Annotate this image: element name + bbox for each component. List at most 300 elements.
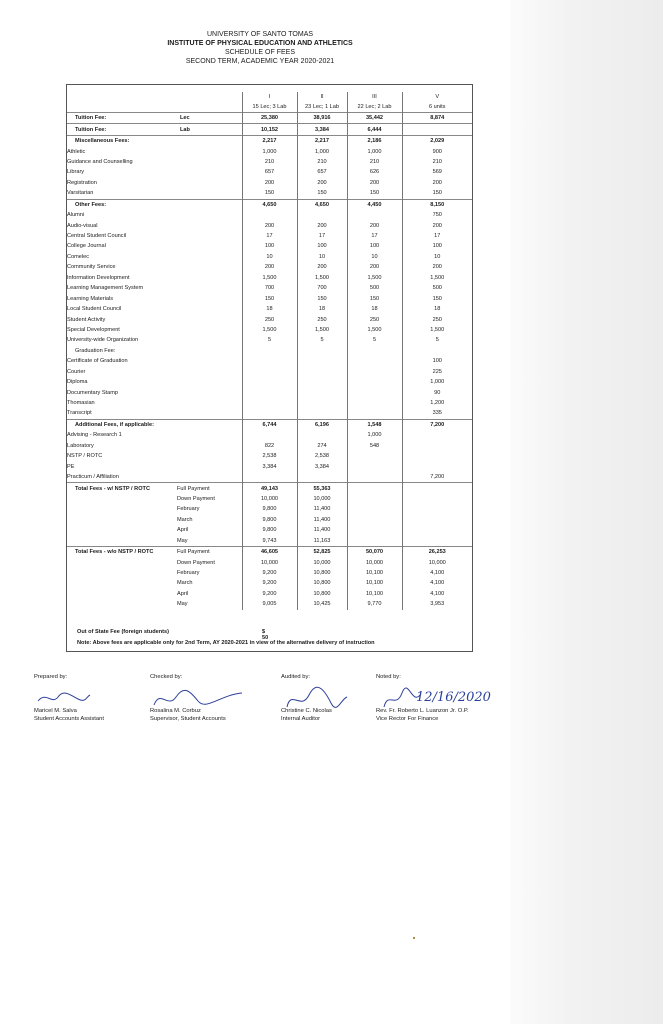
document-header (60, 30, 460, 66)
fee-item-label: Local Student Council (67, 306, 122, 313)
signatory-title: Supervisor, Student Accounts (150, 716, 226, 722)
fee-value: 18 (347, 304, 402, 314)
fee-value (242, 430, 297, 440)
fee-value: 335 (402, 408, 472, 419)
fee-value: 3,953 (402, 599, 472, 609)
fee-value (347, 472, 402, 483)
fee-item-label: Transcript (67, 410, 92, 417)
fee-value: 4,100 (402, 568, 472, 578)
signatory-name: Rosalina M. Corbuz (150, 708, 201, 714)
payment-schedule-label: March (177, 580, 193, 587)
fee-row (67, 210, 472, 220)
column-units: 23 Lec; 1 Lab (297, 102, 347, 113)
fee-value: 11,400 (297, 504, 347, 514)
fee-value (297, 408, 347, 419)
fee-value (297, 210, 347, 220)
fee-row (67, 377, 472, 387)
fee-row (67, 599, 472, 609)
fee-value (242, 472, 297, 483)
fee-value: 2,538 (242, 451, 297, 461)
fee-value: 9,800 (242, 504, 297, 514)
fee-value: 46,605 (242, 546, 297, 557)
empty-cell (67, 557, 177, 567)
fee-value (402, 525, 472, 535)
fee-value: 10 (347, 252, 402, 262)
empty-cell (67, 494, 177, 504)
fee-value: 18 (242, 304, 297, 314)
fee-value: 150 (347, 188, 402, 199)
fee-value: 200 (347, 220, 402, 230)
fee-item-label: Thomasian (67, 400, 95, 407)
fee-value: 10,800 (297, 589, 347, 599)
fee-item-label: Library (67, 169, 85, 176)
fee-value: 4,100 (402, 578, 472, 588)
fee-value: 500 (402, 283, 472, 293)
column-units: 15 Lec; 3 Lab (242, 102, 297, 113)
fee-value: 250 (297, 314, 347, 324)
fee-value: 200 (347, 178, 402, 188)
fee-item-label: Practicum / Affiliation (67, 474, 119, 481)
fee-category-label: Tuition Fee: (67, 124, 177, 135)
fee-value (297, 387, 347, 397)
fee-value (402, 461, 472, 471)
fee-value: 9,200 (242, 589, 297, 599)
fee-value: 2,029 (402, 135, 472, 146)
fee-table (67, 92, 472, 610)
fee-value (347, 504, 402, 514)
payment-schedule-label: May (177, 601, 188, 608)
signatory-name: Maricel M. Salva (34, 708, 77, 714)
fee-value: 10,800 (297, 578, 347, 588)
fee-value (347, 377, 402, 387)
payment-schedule-label: Down Payment (177, 559, 215, 566)
fee-item-label: Advising - Research 1 (67, 432, 122, 439)
fee-value: 210 (297, 157, 347, 167)
fee-value: 3,384 (297, 461, 347, 471)
empty-cell (177, 346, 242, 356)
fee-value: 6,196 (297, 419, 347, 430)
fee-row (67, 578, 472, 588)
fee-value: 2,217 (242, 135, 297, 146)
fee-value (242, 398, 297, 408)
fee-value: 150 (242, 188, 297, 199)
fee-value: 10,100 (347, 589, 402, 599)
fee-value: 700 (242, 283, 297, 293)
empty-cell (67, 599, 177, 609)
fee-row (67, 356, 472, 366)
term-label: SECOND TERM, ACADEMIC YEAR 2020-2021 (185, 58, 335, 65)
fee-value: 17 (402, 231, 472, 241)
fee-value: 11,400 (297, 515, 347, 525)
fee-value: 1,500 (347, 325, 402, 335)
fee-value (347, 346, 402, 356)
fee-value: 1,500 (402, 325, 472, 335)
fee-value (402, 430, 472, 440)
fee-value (297, 346, 347, 356)
fee-item-label: Student Activity (67, 316, 106, 323)
fee-value (347, 536, 402, 547)
fee-value: 17 (297, 231, 347, 241)
empty-cell (67, 504, 177, 514)
fee-row (67, 241, 472, 251)
fee-value: 200 (297, 178, 347, 188)
fee-row (67, 113, 472, 124)
fee-value: 210 (402, 157, 472, 167)
fee-value: 548 (347, 441, 402, 451)
column-numeral: III (347, 92, 402, 102)
fee-value: 150 (402, 188, 472, 199)
signatory-role-label: Prepared by: (34, 674, 68, 680)
fee-row (67, 472, 472, 483)
empty-cell (67, 589, 177, 599)
fee-row (67, 135, 472, 146)
fee-item-label: Community Service (67, 264, 116, 271)
fee-item-label: Courier (67, 368, 86, 375)
fee-value: 2,538 (297, 451, 347, 461)
fee-value: 35,442 (347, 113, 402, 124)
fee-row (67, 515, 472, 525)
fee-value: 200 (242, 220, 297, 230)
fee-row (67, 568, 472, 578)
fee-category-sub: Lec (177, 113, 242, 124)
fee-category-label: Miscellaneous Fees: (67, 135, 177, 146)
fee-row (67, 252, 472, 262)
fee-row (67, 314, 472, 324)
fee-value: 100 (347, 241, 402, 251)
fee-value: 10 (402, 252, 472, 262)
fee-row (67, 335, 472, 345)
fee-value: 10,000 (297, 494, 347, 504)
fee-value: 150 (297, 293, 347, 303)
fee-category-sub (177, 419, 242, 430)
signatory-role-label: Audited by: (281, 674, 311, 680)
fee-item-label: Learning Management System (67, 285, 144, 292)
signatory-title: Internal Auditor (281, 716, 320, 722)
fee-row (67, 408, 472, 419)
fee-value: 10 (297, 252, 347, 262)
fee-value (242, 210, 297, 220)
fee-row (67, 199, 472, 210)
fee-value (402, 483, 472, 494)
fee-value: 17 (347, 231, 402, 241)
total-fees-label: Total Fees - w/ NSTP / ROTC (67, 483, 177, 494)
fee-value (347, 494, 402, 504)
total-fees-label: Total Fees - w/o NSTP / ROTC (67, 546, 177, 557)
payment-schedule-label: April (177, 527, 189, 534)
fee-row (67, 124, 472, 135)
out-of-state-label: Out of State Fee (foreign students) (77, 629, 169, 635)
fee-value: 17 (242, 231, 297, 241)
fee-value: 4,650 (297, 199, 347, 210)
fee-value (297, 398, 347, 408)
fee-value (347, 483, 402, 494)
fee-group-label: Graduation Fee: (75, 347, 116, 354)
fee-item-label: Special Development (67, 326, 120, 333)
fee-row (67, 157, 472, 167)
fee-value (297, 377, 347, 387)
column-numeral: I (242, 92, 297, 102)
fee-value (347, 210, 402, 220)
fee-value: 626 (347, 167, 402, 177)
out-of-state-fee (77, 629, 269, 641)
fee-category-sub: Lab (177, 124, 242, 135)
empty-cell (67, 568, 177, 578)
fee-value: 10,100 (347, 568, 402, 578)
signatory-checked (150, 673, 226, 723)
fee-category-label: Other Fees: (67, 199, 177, 210)
fee-value (242, 346, 297, 356)
fee-value (242, 377, 297, 387)
fee-value: 100 (297, 241, 347, 251)
fee-value: 1,000 (402, 377, 472, 387)
fee-value: 1,200 (402, 398, 472, 408)
fee-item-label: Athletic (67, 148, 86, 155)
fee-value: 700 (297, 283, 347, 293)
fee-row (67, 325, 472, 335)
fee-row (67, 451, 472, 461)
fee-value: 5 (347, 335, 402, 345)
fee-value: 10,000 (297, 557, 347, 567)
fee-value: 18 (402, 304, 472, 314)
signatory-name: Rev. Fr. Roberto L. Luanzon Jr. O.P. (376, 708, 469, 714)
column-numeral: II (297, 92, 347, 102)
fee-row (67, 293, 472, 303)
fee-value: 100 (402, 356, 472, 366)
fee-value: 50,070 (347, 546, 402, 557)
fee-value: 9,770 (347, 599, 402, 609)
fee-row (67, 304, 472, 314)
column-units: 6 units (402, 102, 472, 113)
fee-row (67, 178, 472, 188)
fee-value: 200 (402, 178, 472, 188)
fee-row (67, 367, 472, 377)
fee-value: 25,380 (242, 113, 297, 124)
fee-value (347, 367, 402, 377)
fee-value: 90 (402, 387, 472, 397)
fee-value: 200 (402, 220, 472, 230)
payment-schedule-label: Full Payment (177, 546, 242, 557)
signatory-audited (281, 673, 332, 723)
fee-row (67, 188, 472, 199)
fee-value: 10,000 (402, 557, 472, 567)
fee-item-label: Registration (67, 179, 97, 186)
signatory-prepared (34, 673, 104, 723)
fee-value: 250 (347, 314, 402, 324)
fee-value (402, 515, 472, 525)
fee-value: 10 (242, 252, 297, 262)
fee-value: 250 (402, 314, 472, 324)
fee-value: 657 (242, 167, 297, 177)
fee-value: 38,916 (297, 113, 347, 124)
fee-value: 49,143 (242, 483, 297, 494)
fee-item-label: Central Student Council (67, 233, 127, 240)
fee-value: 10,800 (297, 568, 347, 578)
fee-row (67, 494, 472, 504)
fee-value: 9,200 (242, 568, 297, 578)
fee-item-label: College Journal (67, 243, 106, 250)
fee-value: 55,363 (297, 483, 347, 494)
fee-value: 10,000 (242, 557, 297, 567)
fee-value (347, 408, 402, 419)
fee-value: 3,384 (242, 461, 297, 471)
payment-schedule-label: Down Payment (177, 495, 215, 502)
fee-value (242, 356, 297, 366)
fee-row (67, 231, 472, 241)
empty-cell (67, 578, 177, 588)
payment-schedule-label: Full Payment (177, 483, 242, 494)
fee-row (67, 146, 472, 156)
fee-value (242, 408, 297, 419)
fee-value: 9,743 (242, 536, 297, 547)
fee-value: 1,500 (297, 273, 347, 283)
fee-value: 1,500 (242, 325, 297, 335)
fee-value (402, 346, 472, 356)
fee-value: 100 (242, 241, 297, 251)
fee-category-label: Tuition Fee: (67, 113, 177, 124)
fee-value: 2,186 (347, 135, 402, 146)
fee-value: 200 (297, 262, 347, 272)
university-name: UNIVERSITY OF SANTO TOMAS (206, 31, 314, 38)
fee-row (67, 441, 472, 451)
payment-schedule-label: February (177, 506, 200, 513)
fee-item-label: Certificate of Graduation (67, 358, 128, 365)
signature-squiggle (281, 685, 351, 713)
fee-value (297, 472, 347, 483)
fee-value: 250 (242, 314, 297, 324)
fee-item-label: Diploma (67, 379, 88, 386)
fee-row (67, 461, 472, 471)
fee-value: 5 (297, 335, 347, 345)
fee-value: 200 (297, 220, 347, 230)
fee-value: 1,548 (347, 419, 402, 430)
fee-value (402, 536, 472, 547)
fee-value (242, 387, 297, 397)
fee-value: 9,800 (242, 515, 297, 525)
applicability-note: Note: Above fees are applicable only for 2nd Term, AY 2020-2021 in view of the alternative delivery of instruction (77, 640, 375, 646)
fee-value: 569 (402, 167, 472, 177)
fee-value (402, 441, 472, 451)
signatory-title: Student Accounts Assistant (34, 716, 104, 722)
column-numeral-row (67, 92, 472, 102)
fee-value: 10,152 (242, 124, 297, 135)
fee-value: 11,163 (297, 536, 347, 547)
fee-value: 1,000 (347, 430, 402, 440)
fee-item-label: Information Development (67, 274, 130, 281)
fee-value (347, 451, 402, 461)
fee-value (402, 451, 472, 461)
fee-item-label: Documentary Stamp (67, 389, 118, 396)
fee-value: 8,150 (402, 199, 472, 210)
empty-cell (67, 536, 177, 547)
fee-row (67, 483, 472, 494)
fee-value (297, 430, 347, 440)
fee-value: 9,800 (242, 525, 297, 535)
fee-value: 1,000 (242, 146, 297, 156)
fee-value: 18 (297, 304, 347, 314)
fee-item-label: Guidance and Counselling (67, 158, 133, 165)
fee-item-label: Laboratory (67, 442, 94, 449)
fee-row (67, 220, 472, 230)
payment-schedule-label: May (177, 537, 188, 544)
fee-row (67, 589, 472, 599)
fee-row (67, 525, 472, 535)
column-units: 22 Lec; 2 Lab (347, 102, 402, 113)
fee-row (67, 536, 472, 547)
fee-value: 1,500 (347, 273, 402, 283)
signatory-name: Christine C. Nicolas (281, 708, 332, 714)
fee-category-sub (177, 199, 242, 210)
column-numeral: V (402, 92, 472, 102)
fee-value: 10,000 (242, 494, 297, 504)
fee-row (67, 398, 472, 408)
fee-row (67, 430, 472, 440)
column-units-row (67, 102, 472, 113)
signatory-title: Vice Rector For Finance (376, 716, 439, 722)
fee-value: 1,000 (347, 146, 402, 156)
empty-cell (67, 515, 177, 525)
fee-value: 750 (402, 210, 472, 220)
fee-value: 1,000 (297, 146, 347, 156)
fee-row (67, 546, 472, 557)
fee-row (67, 504, 472, 514)
fee-value: 9,200 (242, 578, 297, 588)
institute-name: INSTITUTE OF PHYSICAL EDUCATION AND ATHLETICS (167, 40, 353, 47)
fee-value: 7,200 (402, 472, 472, 483)
fee-value: 4,450 (347, 199, 402, 210)
signature-squiggle (34, 685, 94, 709)
fee-value: 225 (402, 367, 472, 377)
fee-row (67, 387, 472, 397)
fee-value: 150 (347, 293, 402, 303)
fee-value (347, 398, 402, 408)
fee-value: 200 (242, 178, 297, 188)
fee-value: 5 (242, 335, 297, 345)
handwritten-date: 12/16/2020 (416, 690, 491, 705)
signature-squiggle (150, 685, 250, 713)
signatory-role-label: Checked by: (150, 674, 183, 680)
fee-item-label: Alumni (67, 212, 85, 219)
fee-value: 2,217 (297, 135, 347, 146)
payment-schedule-label: February (177, 570, 200, 577)
fee-value (347, 387, 402, 397)
fee-value: 26,253 (402, 546, 472, 557)
fee-value: 6,444 (347, 124, 402, 135)
out-of-state-value: $ 50 (262, 629, 269, 641)
fee-value: 10,000 (347, 557, 402, 567)
fee-item-label: Learning Materials (67, 295, 114, 302)
fee-value: 1,500 (297, 325, 347, 335)
fee-value: 8,874 (402, 113, 472, 124)
fee-row (67, 557, 472, 567)
fee-value: 657 (297, 167, 347, 177)
fee-value: 210 (242, 157, 297, 167)
fee-schedule-box (66, 84, 473, 652)
scanner-background-strip (510, 0, 663, 1024)
fee-value: 200 (242, 262, 297, 272)
fee-value: 900 (402, 146, 472, 156)
fee-value (297, 356, 347, 366)
document-title: SCHEDULE OF FEES (224, 49, 295, 56)
fee-row (67, 346, 472, 356)
fee-category-sub (177, 135, 242, 146)
fee-value (242, 367, 297, 377)
fee-value (347, 461, 402, 471)
fee-value: 1,500 (242, 273, 297, 283)
fee-value (402, 124, 472, 135)
fee-value: 150 (402, 293, 472, 303)
fee-value: 1,500 (402, 273, 472, 283)
signatory-role-label: Noted by: (376, 674, 401, 680)
